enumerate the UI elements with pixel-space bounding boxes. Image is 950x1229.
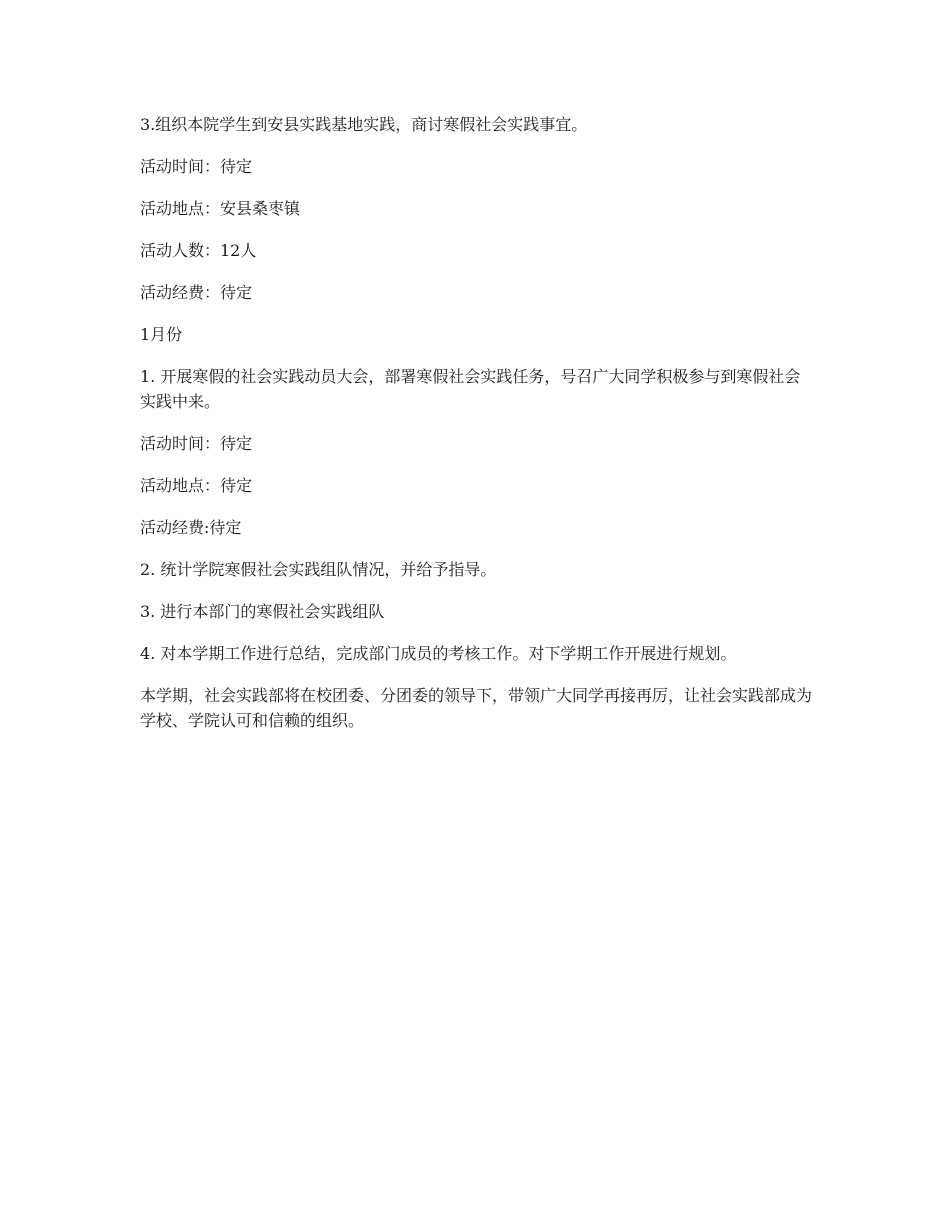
paragraph-activity-budget: 活动经费:待定 — [140, 518, 242, 537]
paragraph-activity-time: 活动时间：待定 — [140, 157, 253, 176]
paragraph-activity-budget: 活动经费：待定 — [140, 283, 253, 302]
paragraph-activity-location: 活动地点：待定 — [140, 476, 253, 495]
paragraph-item-4-summary: 4. 对本学期工作进行总结，完成部门成员的考核工作。对下学期工作开展进行规划。 — [140, 644, 737, 663]
paragraph-activity-time: 活动时间：待定 — [140, 434, 253, 453]
paragraph-item-1-mobilization: 1. 开展寒假的社会实践动员大会，部署寒假社会实践任务，号召广大同学积极参与到寒假社会实践中来。 — [140, 367, 801, 411]
document-body — [140, 112, 812, 750]
paragraph-item-3-team-formation: 3. 进行本部门的寒假社会实践组队 — [140, 602, 385, 621]
paragraph-closing-statement: 本学期，社会实践部将在校团委、分团委的领导下，带领广大同学再接再厉，让社会实践部成为学校、学院认可和信赖的组织。 — [140, 686, 813, 730]
paragraph-activity-location: 活动地点：安县桑枣镇 — [140, 199, 301, 218]
paragraph-item-3-base-visit: 3.组织本院学生到安县实践基地实践，商讨寒假社会实践事宜。 — [140, 115, 588, 134]
paragraph-item-2-team-statistics: 2. 统计学院寒假社会实践组队情况，并给予指导。 — [140, 560, 497, 579]
section-heading-january: 1月份 — [140, 325, 183, 344]
paragraph-activity-headcount: 活动人数：12人 — [140, 241, 257, 260]
